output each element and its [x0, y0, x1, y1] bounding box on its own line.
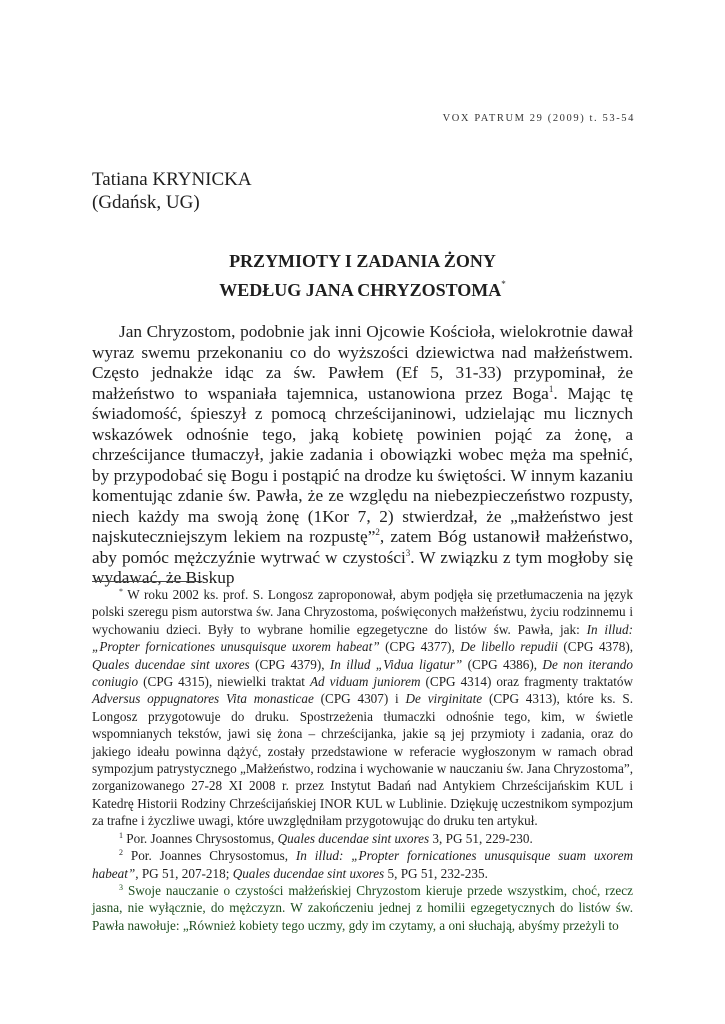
footnote-ref-3: 3 — [405, 547, 411, 558]
work-title: Quales ducendae sint uxores — [92, 656, 250, 672]
work-title: Adversus oppugnatores Vita monasticae — [92, 691, 314, 707]
work-title: In illud: „Propter fornicationes unusquisque uxorem habeat” — [92, 621, 633, 655]
footnote-ref-1: 1 — [548, 383, 554, 394]
text-run: Por. Joannes Chrysostomus, — [123, 830, 278, 846]
work-title: In illud „Vidua ligatur” — [329, 656, 463, 672]
author-name: Tatiana KRYNICKA — [92, 169, 252, 190]
footnote-marker: 2 — [119, 848, 123, 858]
text-run: (CPG 4378), — [557, 639, 634, 655]
work-title: Ad viduam juniorem — [309, 674, 421, 690]
text-run: Swoje nauczanie o czystości małżeńskiej Chryzostom kieruje przede wszystkim, choć, rzecz jasna, nie wyłącznie, do mężczyzn. W zakończeniu jednej z homilii egzegetycznych do listów św. Pawła nawołuje: „Również kobiety tego uczmy, gdy im czytamy, a oni słuchają, abyśmy przeżyli to — [92, 882, 633, 933]
title-line-2 — [92, 273, 633, 302]
text-run: (CPG 4315), niewielki traktat — [138, 674, 310, 690]
footnote-separator — [92, 581, 202, 582]
text-run: (CPG 4377), — [379, 639, 461, 655]
text-run: W roku 2002 ks. prof. S. Longosz zaproponował, abym podjęła się przetłumaczenia na język polski szeregu pism autorstwa św. Jana Chryzostoma, poświęconych małżeństwu, życiu rodzinnemu i wychowaniu dzieci. Były to wybrane homilie egzegetyczne do listów św. Pawła, jak: — [92, 587, 633, 637]
text-run: , PG 51, 207-218; — [135, 865, 233, 881]
text-run: , zatem Bóg ustanowił małżeństwo, aby pomóc mężczyźnie wytrwać w czystości — [92, 527, 633, 567]
text-run: Jan Chryzostom, podobnie jak inni Ojcowie Kościoła, wielokrotnie dawał wyraz swemu przekonaniu co do wyższości dziewictwa nad małżeństwem. Często jednakże idąc za św. Pawłem (Ef 5, 31-33) przypominał, że małżeństwo to wspaniała tajemnica, ustanowiona przez Boga — [92, 322, 633, 403]
footnote-1 — [92, 830, 633, 847]
title-line-1: PRZYMIOTY I ZADANIA ŻONY — [229, 251, 496, 271]
work-title: Quales ducendae sint uxores — [277, 830, 430, 846]
work-title: De libello repudii — [460, 639, 558, 655]
paragraph — [92, 322, 633, 589]
footnote-marker: 3 — [119, 882, 123, 892]
text-run: Por. Joannes Chrysostomus, — [123, 848, 296, 864]
work-title: Quales ducendae sint uxores — [232, 865, 385, 881]
footnote-2 — [92, 847, 633, 882]
text-run: (CPG 4313), które ks. S. Longosz przygotowuje do druku. Spostrzeżenia tłumaczki odnośnie tego, kim, w świetle wspomnianych tekstów, jawi się żona – chrześcijanka, jakie są jej przymioty i zadania, oraz do jakiego ideału powinna dążyć, zostały przedstawione w referacie wygłoszonym w ramach obrad sympozjum patrystycznego „Małżeństwo, rodzina i wychowanie w nauczaniu św. Jana Chryzostoma”, zorganizowanego 27-28 XI 2008 r. przez Instytut Badań nad Antykiem Chrześcijańskim KUL i Katedrę Historii Rodziny Chrześcijańskiej INOR KUL w Lublinie. Dziękuję uczestnikom sympozjum za trafne i życzliwe uwagi, które uwzględniłam przygotowując do druku ten artykuł. — [92, 691, 633, 829]
text-run: 3, PG 51, 229-230. — [429, 830, 533, 846]
main-text — [92, 322, 633, 589]
text-run: (CPG 4379), — [249, 656, 330, 672]
text-run: 5, PG 51, 232-235. — [384, 865, 488, 881]
text-run: . W związku z tym mogłoby się wydawać, że Biskup — [92, 547, 633, 587]
work-title: De non iterando coniugio — [92, 656, 633, 690]
text-run: (CPG 4386), — [462, 656, 543, 672]
work-title: De virginitate — [405, 691, 483, 707]
text-run: (CPG 4314) oraz fragmenty traktatów — [420, 674, 633, 690]
footnote-marker: * — [119, 587, 123, 596]
text-run: (CPG 4307) i — [313, 691, 406, 707]
article-title — [92, 250, 633, 302]
running-head: VOX PATRUM 29 (2009) t. 53-54 — [442, 113, 635, 124]
footnote-marker: 1 — [119, 830, 123, 840]
text-run: . Mając tę świadomość, śpieszył z pomocą chrześcijaninowi, udzielając mu licznych wskazówek odnośnie tego, jaką kobietę powinien pojąć za żonę, a chrześcijance tłumaczył, jakie zadania i obowiązki wobec męża ma spełnić, by przypodobać się Bogu i postąpić na drodze ku świętości. W innym kazaniu komentując zdanie św. Pawła, że ze względu na niebezpieczeństwo rozpusty, niech każdy ma swoją żonę (1Kor 7, 2) stwierdzał, że „małżeństwo jest najskuteczniejszym lekiem na rozpustę” — [92, 383, 633, 546]
title-footnote-marker: * — [501, 279, 506, 289]
work-title: In illud: „Propter fornicationes unusquisque suam uxorem habeat” — [92, 848, 633, 881]
footnote-3 — [92, 882, 633, 934]
footnote-ref-2: 2 — [375, 527, 380, 537]
footnotes — [92, 586, 633, 934]
footnote-star — [92, 586, 633, 830]
author-affiliation: (Gdańsk, UG) — [92, 192, 200, 213]
title-line-2-text: WEDŁUG JANA CHRYZOSTOMA — [219, 280, 502, 300]
